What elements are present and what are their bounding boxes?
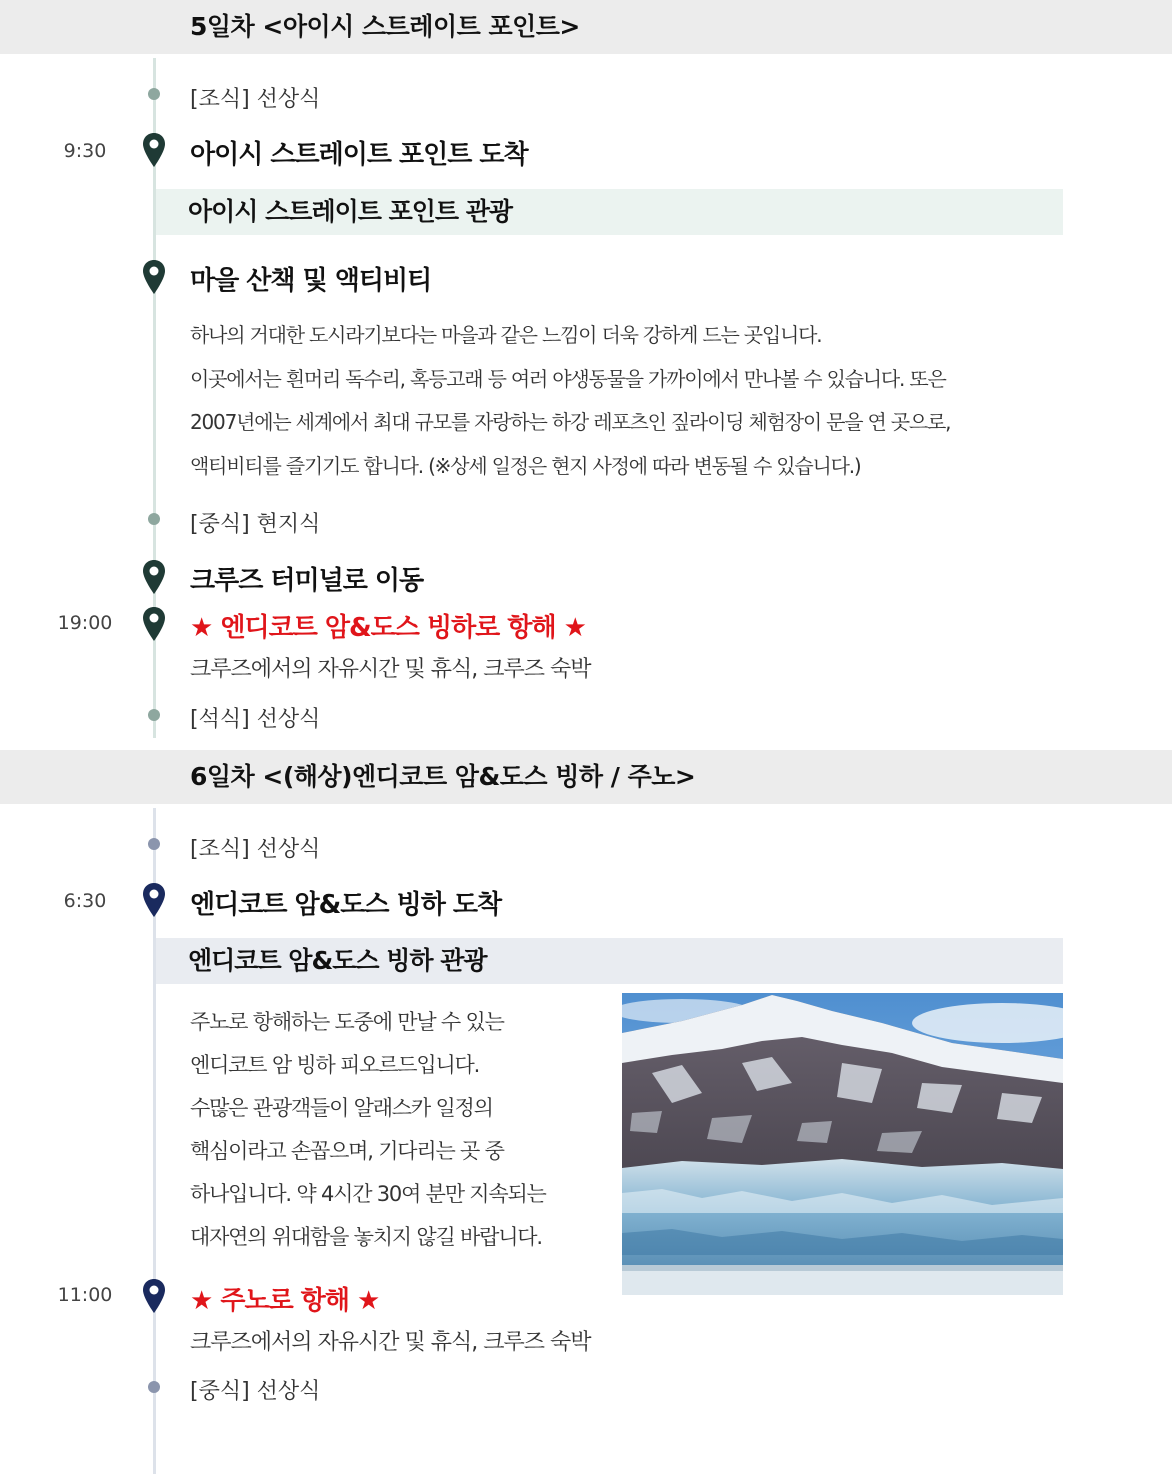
location-pin-icon <box>142 1278 166 1314</box>
location-pin-icon <box>142 882 166 918</box>
day6-description-line: 핵심이라고 손꼽으며, 기다리는 곳 중 <box>190 1139 504 1163</box>
day6-tour-band <box>156 938 1063 984</box>
timeline-dot <box>148 709 160 721</box>
timeline-dot <box>148 88 160 100</box>
day5-cruise-time: 19:00 <box>57 612 113 634</box>
timeline-dot <box>148 1381 160 1393</box>
day5-cruise-sub: 크루즈에서의 자유시간 및 휴식, 크루즈 숙박 <box>190 657 591 682</box>
glacier-photo <box>622 993 1063 1295</box>
day5-title: 5일차 <아이시 스트레이트 포인트> <box>190 12 580 41</box>
timeline-dot <box>148 513 160 525</box>
day5-move: 크루즈 터미널로 이동 <box>190 566 424 596</box>
day6-breakfast: [조식] 선상식 <box>190 837 321 862</box>
day6-description-line: 수많은 관광객들이 알래스카 일정의 <box>190 1096 493 1120</box>
day6-arrival-time: 6:30 <box>63 890 107 912</box>
day6-cruise-label: ★ 주노로 항해 ★ <box>190 1286 380 1316</box>
day5-dinner: [석식] 선상식 <box>190 707 321 732</box>
day6-description-line: 주노로 항해하는 도중에 만날 수 있는 <box>190 1010 504 1034</box>
day5-description-line: 이곳에서는 흰머리 독수리, 혹등고래 등 여러 야생동물을 가까이에서 만나볼 수 있습니다. 또은 <box>190 366 946 391</box>
day6-cruise-sub: 크루즈에서의 자유시간 및 휴식, 크루즈 숙박 <box>190 1330 591 1355</box>
day5-breakfast: [조식] 선상식 <box>190 87 321 112</box>
day5-arrival-label: 아이시 스트레이트 포인트 도착 <box>190 140 528 170</box>
day6-header <box>0 750 1172 804</box>
day6-description-line: 대자연의 위대함을 놓치지 않길 바랍니다. <box>190 1225 542 1249</box>
location-pin-icon <box>142 559 166 595</box>
day5-description-line: 2007년에는 세계에서 최대 규모를 자랑하는 하강 레포츠인 짚라이딩 체험장이 문을 연 곳으로, <box>190 410 951 434</box>
day5-tour-band-title: 아이시 스트레이트 포인트 관광 <box>188 197 513 226</box>
day6-description-line: 하나입니다. 약 4시간 30여 분만 지속되는 <box>190 1182 546 1206</box>
location-pin-icon <box>142 606 166 642</box>
day6-arrival-label: 엔디코트 암&도스 빙하 도착 <box>190 890 502 920</box>
day5-cruise-label: ★ 엔디코트 암&도스 빙하로 항해 ★ <box>190 613 586 643</box>
timeline-dot <box>148 838 160 850</box>
day5-activity-title: 마을 산책 및 액티비티 <box>190 266 432 296</box>
day5-description-line: 하나의 거대한 도시라기보다는 마을과 같은 느낌이 더욱 강하게 드는 곳입니다. <box>190 323 822 347</box>
day6-description <box>190 1001 546 1259</box>
location-pin-icon <box>142 259 166 295</box>
day5-arrival-time: 9:30 <box>63 140 107 162</box>
day6-title: 6일차 <(해상)엔디코트 암&도스 빙하 / 주노> <box>190 762 696 791</box>
day5-lunch: [중식] 현지식 <box>190 512 321 537</box>
day6-lunch: [중식] 선상식 <box>190 1379 321 1404</box>
day5-description-line: 액티비티를 즐기기도 합니다. (※상세 일정은 현지 사정에 따라 변동될 수 있습니다.) <box>190 453 861 478</box>
day6-cruise-time: 11:00 <box>57 1284 113 1306</box>
day5-header <box>0 0 1172 54</box>
day6-description-line: 엔디코트 암 빙하 피오르드입니다. <box>190 1053 480 1077</box>
day6-tour-band-title: 엔디코트 암&도스 빙하 관광 <box>188 946 487 975</box>
day5-description <box>190 314 950 488</box>
location-pin-icon <box>142 132 166 168</box>
day5-tour-band <box>156 189 1063 235</box>
